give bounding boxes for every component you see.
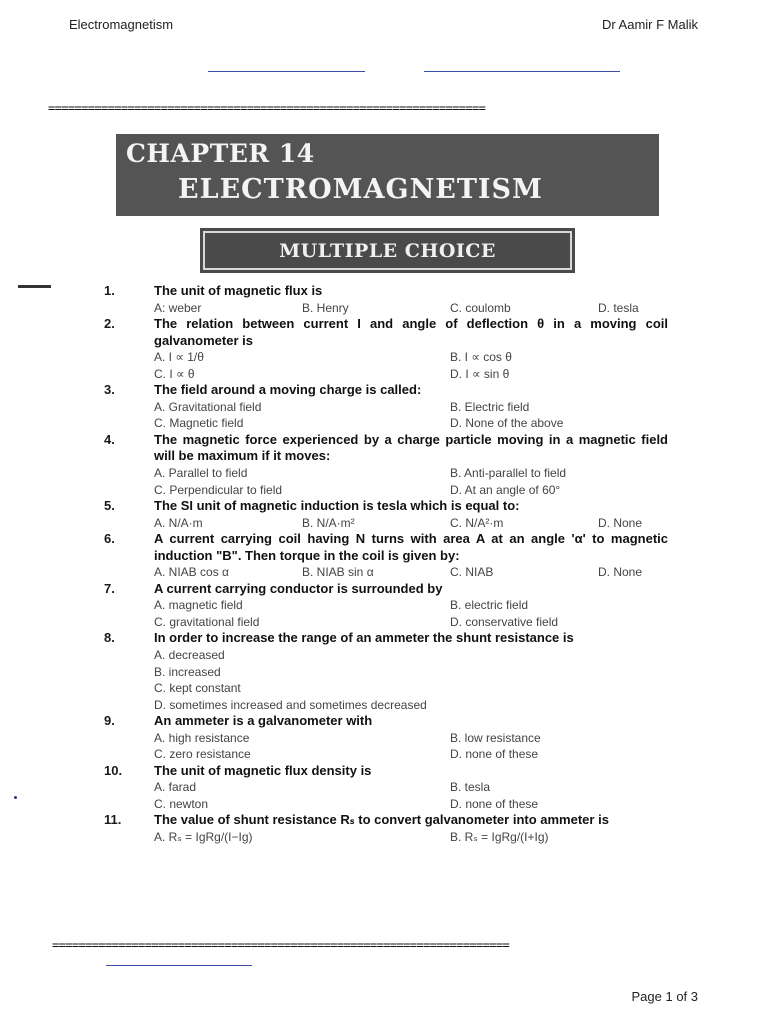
question-item [0,382,768,432]
answer-option: B. Henry [302,300,349,315]
answer-option: C. Magnetic field [154,416,244,431]
answer-option: D. none of these [450,796,539,811]
answer-option: A. NIAB cos α [154,565,229,580]
option-row [154,482,668,499]
answer-option: D. At an angle of 60° [450,482,561,497]
answer-option: B. tesla [450,780,491,795]
question-item [0,283,768,316]
option-group [154,829,668,846]
question-text: The SI unit of magnetic induction is tesla which is equal to: [154,498,520,514]
question-item [0,763,768,813]
separator-bottom: ===================================================================== [52,938,510,952]
option-row [154,415,668,432]
question-item [0,630,768,713]
question-item [0,713,768,763]
answer-option: D. None of the above [450,416,564,431]
option-row [154,515,668,532]
question-text: The unit of magnetic flux is [154,283,323,298]
question-number: 5. [104,498,115,514]
option-row [154,564,668,581]
option-row [154,647,668,664]
answer-option: A. high resistance [154,730,250,745]
question-item [0,581,768,631]
answer-option: D. None [598,565,643,580]
option-row [154,349,668,366]
question-number: 9. [104,713,115,729]
answer-option: A. I ∝ 1/θ [154,350,204,365]
question-number: 3. [104,382,115,398]
option-row [154,597,668,614]
answer-option: C. kept constant [154,681,241,696]
answer-option: B. increased [154,664,221,679]
question-item [0,498,768,531]
option-row [154,796,668,813]
answer-option: B. Anti-parallel to field [450,466,567,481]
question-text: The field around a moving charge is called: [154,382,422,398]
question-number: 1. [104,283,115,298]
answer-option: A. decreased [154,648,225,663]
option-row [154,697,668,714]
answer-option: D. tesla [598,300,639,315]
answer-option: B. Rₛ = IgRg/(I+Ig) [450,829,549,844]
question-text: The value of shunt resistance Rₛ to convert galvanometer into ammeter is [154,812,609,828]
answer-option: A. magnetic field [154,598,243,613]
answer-option: C. Perpendicular to field [154,482,283,497]
option-row [154,614,668,631]
option-row [154,730,668,747]
question-text: A current carrying coil having N turns with area A at an angle 'α' to magnetic induction "B". Then torque in the coil is given by: [154,531,668,563]
answer-option: C. NIAB [450,565,494,580]
option-row [154,366,668,383]
answer-option: D. I ∝ sin θ [450,366,510,381]
question-item [0,531,768,581]
option-group [154,779,668,812]
answer-option: D. sometimes increased and sometimes decreased [154,697,427,712]
question-item [0,432,768,498]
option-row [154,465,668,482]
question-number: 2. [104,316,115,332]
question-number: 6. [104,531,115,547]
question-text: An ammeter is a galvanometer with [154,713,373,729]
question-number: 7. [104,580,115,596]
section-title: MULTIPLE CHOICE [203,231,572,270]
answer-option: D. conservative field [450,614,559,629]
blank-line-2 [424,71,620,72]
answer-option: A: weber [154,300,202,315]
answer-option: B. low resistance [450,730,541,745]
question-text: A current carrying conductor is surrounded by [154,580,443,596]
option-group [154,515,668,532]
blank-line-3 [106,965,252,966]
answer-option: B. N/A·m² [302,515,355,530]
question-number: 11. [104,812,122,828]
option-row [154,746,668,763]
question-text: The magnetic force experienced by a charge particle moving in a magnetic field will be maximum if it moves: [154,431,668,464]
option-row [154,680,668,697]
option-group [154,730,668,763]
option-group [154,647,668,713]
option-row [154,300,668,317]
answer-option: D. None [598,515,643,530]
chapter-title: ELECTROMAGNETISM [178,174,543,205]
answer-option: B. I ∝ cos θ [450,350,512,365]
answer-option: D. none of these [450,747,539,762]
answer-option: C. zero resistance [154,747,251,762]
blank-line-1 [208,71,365,72]
option-group [154,597,668,630]
answer-option: A. N/A·m [154,515,203,530]
question-number: 4. [104,431,115,447]
option-row [154,779,668,796]
answer-option: A. Parallel to field [154,466,248,481]
option-group [154,349,668,382]
page-number: Page 1 of 3 [631,989,698,1004]
header-author: Dr Aamir F Malik [601,17,698,32]
answer-option: C. gravitational field [154,614,260,629]
answer-option: C. I ∝ θ [154,366,195,381]
question-text: The relation between current I and angle of deflection θ in a moving coil galvanometer is [154,316,668,348]
option-group [154,465,668,498]
question-item [0,316,768,382]
answer-option: C. newton [154,796,209,811]
option-row [154,664,668,681]
option-group [154,564,668,581]
answer-option: B. NIAB sin α [302,565,374,580]
question-list [0,283,768,845]
question-item [0,812,768,845]
section-banner [200,228,575,273]
answer-option: A. Rₛ = IgRg/(I−Ig) [154,829,253,844]
question-text: The unit of magnetic flux density is [154,762,372,778]
chapter-number: CHAPTER 14 [126,139,315,168]
option-row [154,829,668,846]
question-text: In order to increase the range of an ammeter the shunt resistance is [154,630,574,646]
answer-option: C. N/A²·m [450,515,504,530]
option-group [154,399,668,432]
answer-option: A. Gravitational field [154,399,262,414]
answer-option: B. electric field [450,598,529,613]
answer-option: B. Electric field [450,399,530,414]
option-group [154,300,668,317]
answer-option: A. farad [154,780,197,795]
separator-top: ================================================================== [48,101,486,115]
question-number: 10. [104,762,123,778]
chapter-banner [116,134,659,216]
header-left-title: Electromagnetism [69,17,174,32]
answer-option: C. coulomb [450,300,511,315]
question-number: 8. [104,630,115,646]
option-row [154,399,668,416]
